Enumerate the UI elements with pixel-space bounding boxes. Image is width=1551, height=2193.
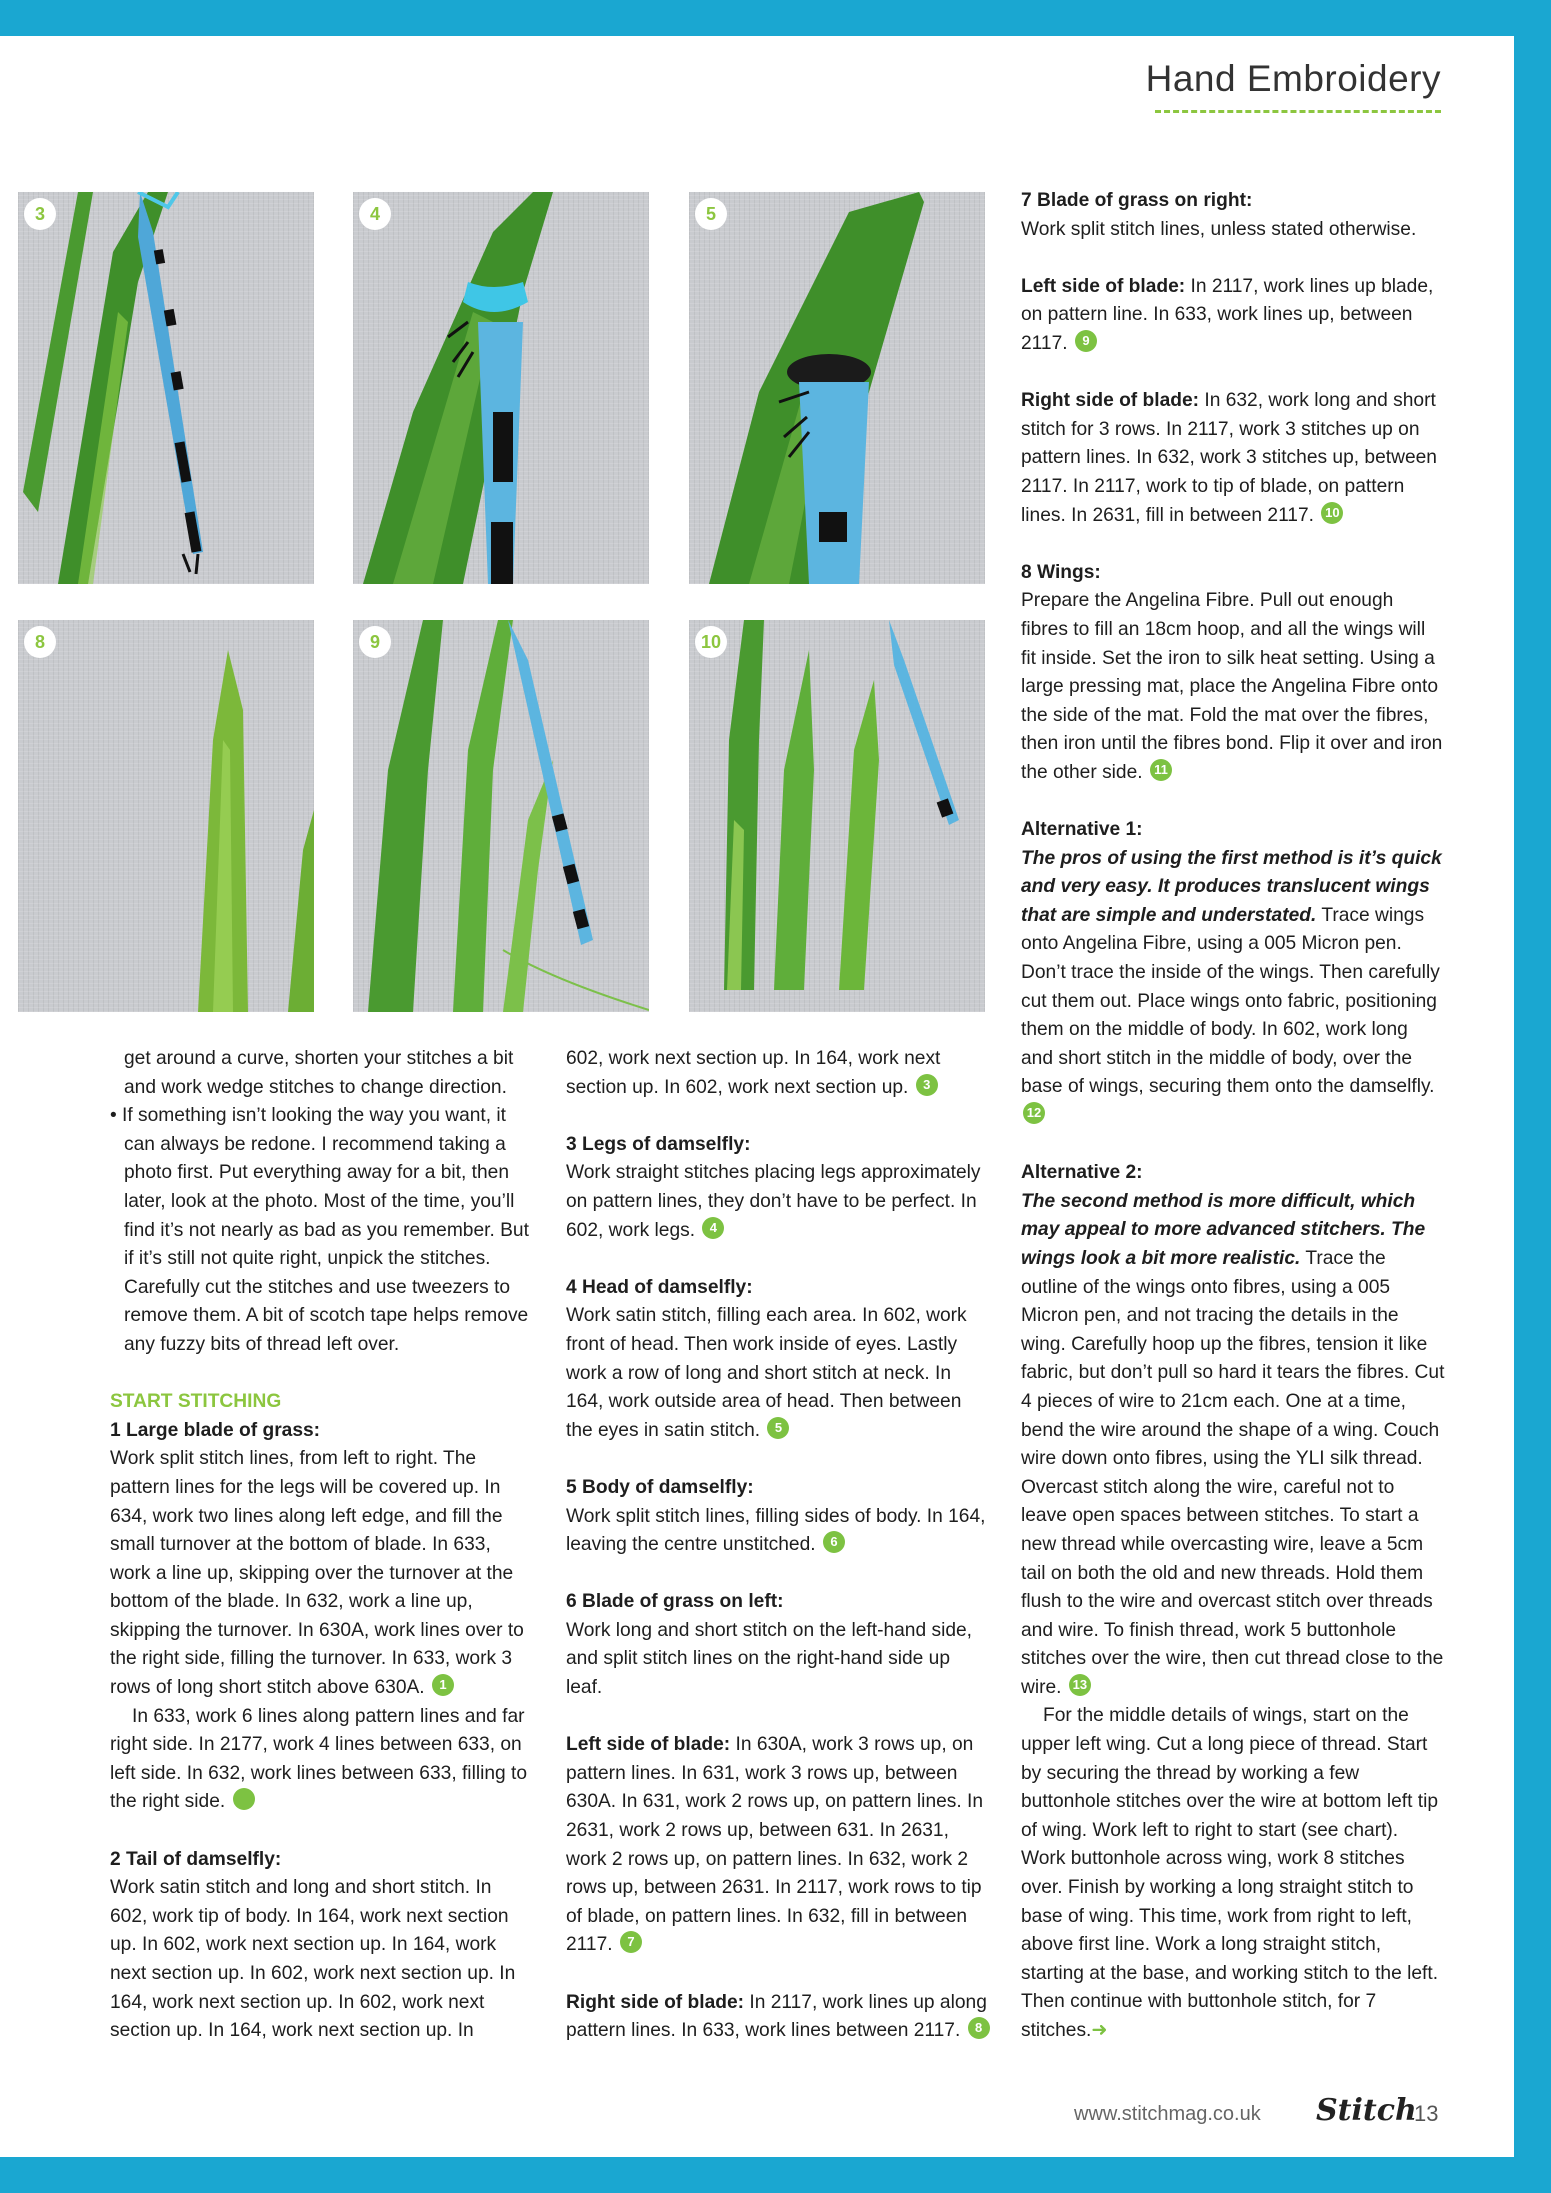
photo-step-9 (353, 620, 649, 1012)
text-column-1 (110, 1045, 534, 2046)
paragraph: Right side of blade: In 632, work long and short stitch for 3 rows. In 2117, work 3 stitches up on pattern lines. In 632, work 3 stitches up, between 2117. In 2117, work to tip of blade, on pattern lines. In 2631, fill in between 2117. 10 (1021, 390, 1437, 526)
photo-step-8 (18, 620, 314, 1012)
paragraph: Work split stitch lines, unless stated otherwise. (1021, 218, 1417, 240)
paragraph: Prepare the Angelina Fibre. Pull out enough fibres to fill an 18cm hoop, and all the wings will fit inside. Set the iron to silk heat setting. Using a large pressing mat, place the Angelina Fibre onto the side of the mat. Fold the mat over the fibres, then iron until the fibres bond. Flip it over and iron the other side. 11 (1021, 590, 1443, 783)
paragraph: Right side of blade: In 2117, work lines up along pattern lines. In 633, work lines between 2117. 8 (566, 1989, 990, 2046)
paragraph: The second method is more difficult, which may appeal to more advanced stitchers. The wings look a bit more realistic. Trace the outline of the wings onto fibres, using a 005 Micron pen, and not tracing the details in the wing. Carefully hoop up the fibres, tension it like fabric, but don’t pull so hard it tears the fibres. Cut 4 pieces of wire to 21cm each. One at a time, bend the wire around the shape of a wing. Couch wire down onto fibres, using the YLI silk thread. Overcast stitch along the wire, careful not to leave open spaces between stitches. To start a new thread while overcasting wire, leave a 5cm tail on both the old and new threads. Hold them flush to the wire and overcast stitch over threads and wire. To finish thread, work 5 buttonhole stitches over the wire, then cut thread close to the wire. 13 (1021, 1190, 1445, 1698)
step-badge: 2 (233, 1788, 255, 1810)
step-number-badge: 9 (359, 626, 391, 658)
alternative-heading: Alternative 2: (1021, 1162, 1143, 1184)
step-number-badge: 8 (24, 626, 56, 658)
step-badge: 11 (1150, 759, 1172, 781)
step-badge: 4 (702, 1217, 724, 1239)
step-number-badge: 5 (695, 198, 727, 230)
step-number-badge: 10 (695, 626, 727, 658)
step-heading: 4 Head of damselfly: (566, 1276, 753, 1298)
paragraph: In 633, work 6 lines along pattern lines and far right side. In 2177, work 4 lines between 633, on left side. In 632, work lines between 633, filling to the right side. 2 (110, 1705, 528, 1813)
step-heading: 8 Wings: (1021, 561, 1101, 583)
step-badge: 8 (968, 2017, 990, 2039)
paragraph: Work satin stitch and long and short stitch. In 602, work tip of body. In 164, work next section up. In 602, work next section up. In 164, work next section up. In 602, work next section up. In 164, work next section up. In 602, work next section up. In 164, work next section up. In (110, 1877, 516, 2042)
step-heading: 5 Body of damselfly: (566, 1476, 754, 1498)
paragraph: The pros of using the first method is it’s quick and very easy. It produces translucent wings that are simple and understated. Trace wings onto Angelina Fibre, using a 005 Micron pen. Don’t trace the inside of the wings. Then carefully cut them out. Place wings onto fabric, positioning them on the middle of body. In 602, work long and short stitch in the middle of body, over the base of wings, securing them onto the damselfly. 12 (1021, 845, 1445, 1131)
step-badge: 3 (916, 1074, 938, 1096)
step-badge: 7 (620, 1931, 642, 1953)
paragraph: For the middle details of wings, start on the upper left wing. Cut a long piece of thread. Start by securing the thread by working a few buttonhole stitches over the wire at bottom left tip of wing. Work left to right to start (see chart). Work buttonhole across wing, work 8 stitches over. Finish by working a long straight stitch to base of wing. This time, work from right to left, above first line. Work a long straight stitch, starting at the base, and working stitch to the left. Then continue with buttonhole stitch, for 7 stitches.➜ (1021, 1705, 1439, 2041)
step-badge: 6 (823, 1531, 845, 1553)
photo-step-5 (689, 192, 985, 584)
start-stitching-heading: START STITCHING (110, 1391, 282, 1413)
step-heading: 1 Large blade of grass: (110, 1419, 321, 1441)
paragraph: Left side of blade: In 630A, work 3 rows up, on pattern lines. In 631, work 3 rows up, between 630A. In 631, work 2 rows up, on pattern lines. In 2631, work 2 rows up, between 631. In 2631, work 2 rows up, on pattern lines. In 632, work 2 rows up, between 2631. In 2117, work rows to tip of blade, on pattern lines. In 632, fill in between 2117. 7 (566, 1734, 984, 1956)
embroidery-illustration (18, 620, 314, 1012)
step-heading: 2 Tail of damselfly: (110, 1848, 282, 1870)
step-heading: 7 Blade of grass on right: (1021, 190, 1253, 211)
paragraph: 602, work next section up. In 164, work next section up. In 602, work next section up. 3 (566, 1048, 941, 1098)
bottom-color-band (0, 2157, 1551, 2193)
stitch-logo: Stitch (1316, 2093, 1417, 2128)
embroidery-illustration (353, 620, 649, 1012)
step-badge: 9 (1075, 330, 1097, 352)
section-title: Hand Embroidery (1145, 58, 1441, 99)
paragraph: Work long and short stitch on the left-hand side, and split stitch lines on the right-hand side up leaf. (566, 1619, 973, 1699)
photo-step-10 (689, 620, 985, 1012)
embroidery-illustration (689, 192, 985, 584)
step-badge: 1 (432, 1674, 454, 1696)
paragraph: Work straight stitches placing legs approximately on pattern lines, they don’t have to be perfect. In 602, work legs. 4 (566, 1162, 981, 1241)
paragraph: Work split stitch lines, from left to right. The pattern lines for the legs will be covered up. In 634, work two lines along left edge, and fill the small turnover at the bottom of blade. In 633, work a line up, skipping over the turnover at the bottom of the blade. In 632, work a line up, skipping the turnover. In 630A, work lines over to the right side, filling the turnover. In 633, work 3 rows of long short stitch above 630A. 1 (110, 1448, 524, 1699)
embroidery-illustration (689, 620, 985, 1012)
step-badge: 13 (1069, 1674, 1091, 1696)
text-column-3 (1021, 187, 1445, 2046)
paragraph: get around a curve, shorten your stitches a bit and work wedge stitches to change direction. (124, 1048, 514, 1098)
embroidery-illustration (18, 192, 314, 584)
photo-step-3 (18, 192, 314, 584)
section-title-underline (1155, 110, 1441, 113)
paragraph: Work split stitch lines, filling sides of body. In 164, leaving the centre unstitched. 6 (566, 1505, 986, 1556)
page-number: 13 (1414, 2101, 1439, 2126)
paragraph: Work satin stitch, filling each area. In 602, work front of head. Then work inside of eyes. Lastly work a row of long and short stitch at neck. In 164, work outside area of head. Then between the eyes in satin stitch. 5 (566, 1305, 967, 1441)
step-number-badge: 4 (359, 198, 391, 230)
text-column-2 (566, 1045, 990, 2046)
right-color-band (1514, 0, 1551, 2193)
step-heading: 3 Legs of damselfly: (566, 1133, 751, 1155)
step-badge: 5 (767, 1417, 789, 1439)
step-number-badge: 3 (24, 198, 56, 230)
bullet-item: • If something isn’t looking the way you want, it can always be redone. I recommend taking a photo first. Put everything away for a bit, then later, look at the photo. Most of the time, you’ll find it’s not nearly as bad as you remember. But if it’s still not quite right, unpick the stitches. Carefully cut the stitches and use tweezers to remove them. A bit of scotch tape helps remove any fuzzy bits of thread left over. (110, 1105, 529, 1355)
photo-step-4 (353, 192, 649, 584)
top-color-band (0, 0, 1551, 36)
continue-arrow-icon: ➜ (1091, 2020, 1108, 2041)
footer-url: www.stitchmag.co.uk (1074, 2103, 1261, 2125)
alternative-heading: Alternative 1: (1021, 819, 1143, 841)
embroidery-illustration (353, 192, 649, 584)
step-badge: 12 (1023, 1102, 1045, 1124)
step-heading: 6 Blade of grass on left: (566, 1591, 784, 1613)
paragraph: Left side of blade: In 2117, work lines up blade, on pattern line. In 633, work lines up, between 2117. 9 (1021, 275, 1434, 354)
step-badge: 10 (1321, 502, 1343, 524)
